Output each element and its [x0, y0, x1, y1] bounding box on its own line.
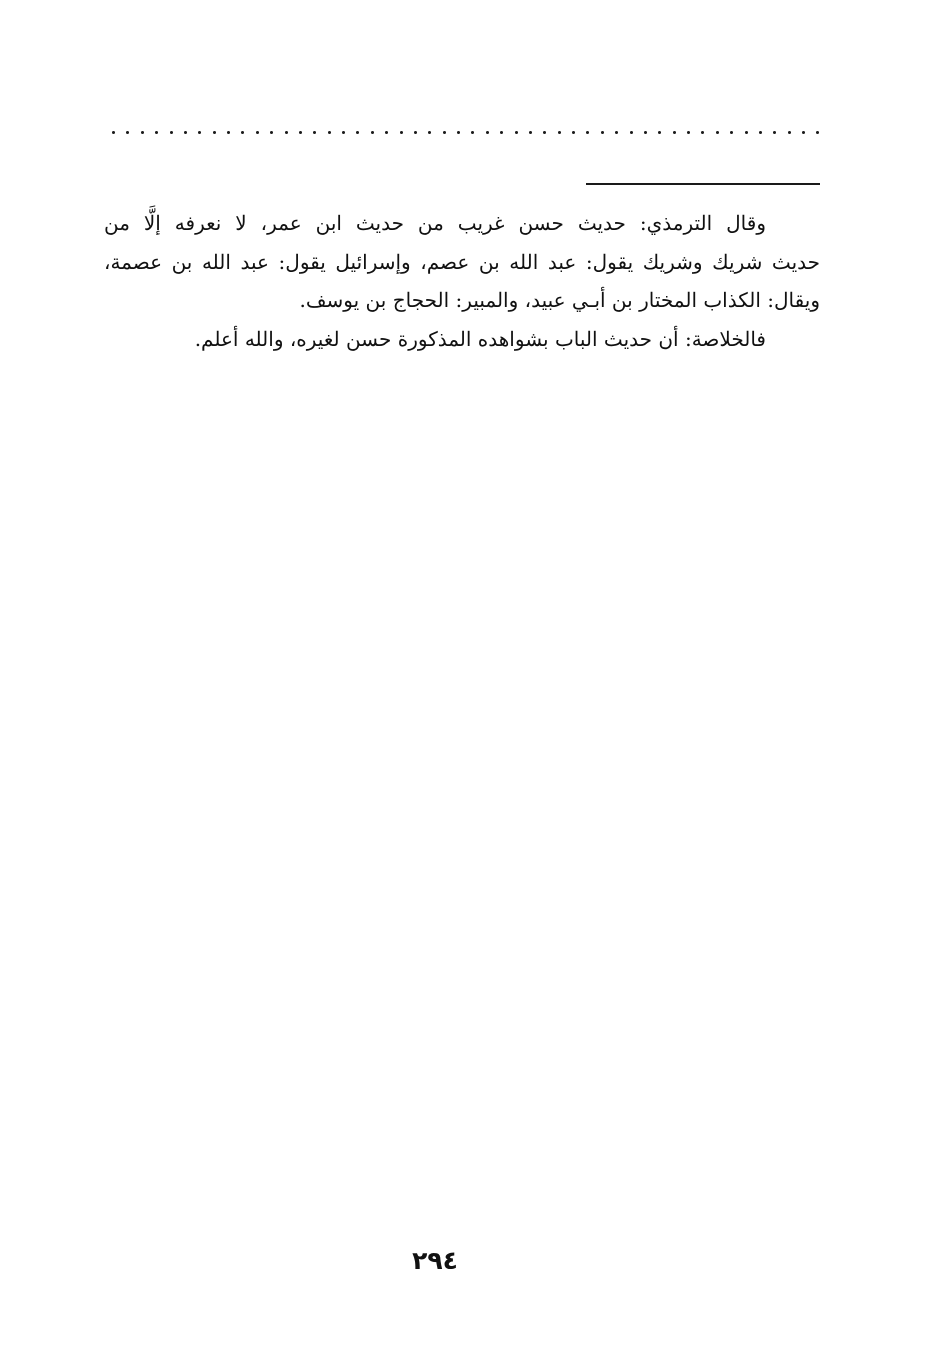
separator-dot: [802, 131, 805, 134]
separator-dot: [428, 131, 431, 134]
separator-dot: [213, 131, 216, 134]
separator-dot: [716, 131, 719, 134]
separator-dot: [184, 131, 187, 134]
footnote-line: حديث شريك وشريك يقول: عبد الله بن عصم، وإسرائيل يقول: عبد الله بن عصمة،: [104, 249, 820, 274]
separator-dot: [400, 131, 403, 134]
separator-dot: [457, 131, 460, 134]
separator-dot: [730, 131, 733, 134]
separator-dot: [126, 131, 129, 134]
separator-dot: [615, 131, 618, 134]
separator-dot: [630, 131, 633, 134]
separator-dot: [241, 131, 244, 134]
separator-dot: [558, 131, 561, 134]
separator-dot: [701, 131, 704, 134]
separator-dot: [155, 131, 158, 134]
separator-dot: [270, 131, 273, 134]
dotted-separator: [112, 124, 820, 140]
separator-dot: [673, 131, 676, 134]
separator-dot: [112, 131, 115, 134]
separator-dot: [285, 131, 288, 134]
footnote-text-block: [104, 204, 820, 358]
separator-dot: [572, 131, 575, 134]
separator-dot: [543, 131, 546, 134]
separator-dot: [788, 131, 791, 134]
footnote-line: ويقال: الكذاب المختار بن أبـي عبيد، والمبير: الحجاج بن يوسف.: [299, 288, 820, 312]
page-number: ٢٩٤: [412, 1246, 458, 1275]
separator-dot: [658, 131, 661, 134]
separator-dot: [328, 131, 331, 134]
separator-dot: [170, 131, 173, 134]
separator-dot: [816, 131, 819, 134]
separator-dot: [745, 131, 748, 134]
separator-dot: [586, 131, 589, 134]
separator-dot: [471, 131, 474, 134]
footnote-separator-line: [586, 183, 820, 185]
separator-dot: [515, 131, 518, 134]
separator-dot: [500, 131, 503, 134]
conclusion-line: فالخلاصة: أن حديث الباب بشواهده المذكورة حسن لغيره، والله أعلم.: [194, 326, 766, 351]
separator-dot: [644, 131, 647, 134]
separator-dot: [486, 131, 489, 134]
separator-dot: [141, 131, 144, 134]
separator-dot: [256, 131, 259, 134]
footnote-line: وقال الترمذي: حديث حسن غريب من حديث ابن عمر، لا نعرفه إلَّا من: [104, 211, 766, 235]
separator-dot: [313, 131, 316, 134]
separator-dot: [198, 131, 201, 134]
separator-dot: [687, 131, 690, 134]
separator-dot: [227, 131, 230, 134]
separator-dot: [299, 131, 302, 134]
separator-dot: [443, 131, 446, 134]
separator-dot: [773, 131, 776, 134]
separator-dot: [601, 131, 604, 134]
separator-dot: [356, 131, 359, 134]
separator-dot: [342, 131, 345, 134]
separator-dot: [529, 131, 532, 134]
separator-dot: [759, 131, 762, 134]
separator-dot: [414, 131, 417, 134]
separator-dot: [371, 131, 374, 134]
separator-dot: [385, 131, 388, 134]
